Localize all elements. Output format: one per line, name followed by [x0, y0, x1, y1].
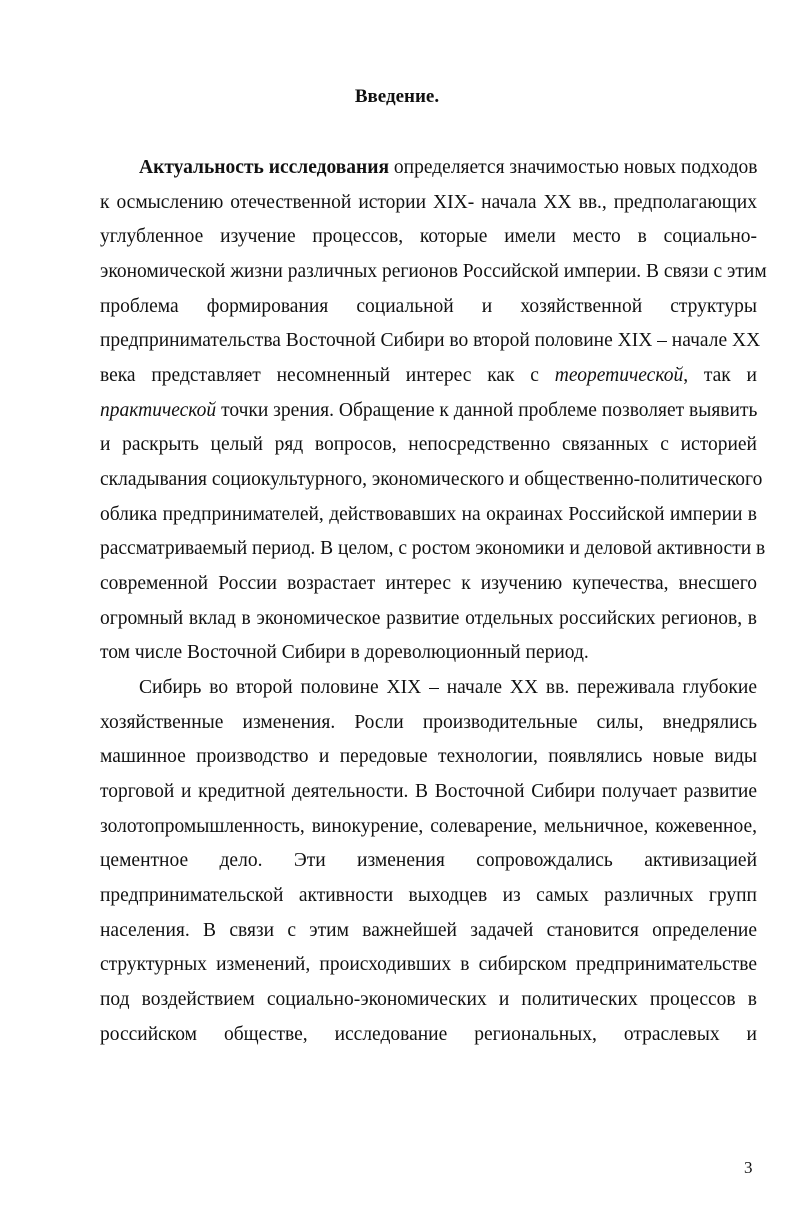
paragraph-line: хозяйственные изменения. Росли производительные силы, внедрялись — [100, 712, 757, 733]
paragraph-line: структурных изменений, происходивших в сибирском предпринимательстве — [100, 954, 757, 975]
page-number: 3 — [744, 1158, 753, 1177]
paragraph-line: рассматриваемый период. В целом, с ростом экономики и деловой активности в — [100, 538, 766, 559]
paragraph-line: современной России возрастает интерес к изучению купечества, внесшего — [100, 573, 757, 594]
paragraph-line: облика предпринимателей, действовавших на окраинах Российской империи в — [100, 504, 757, 525]
paragraph-line: экономической жизни различных регионов Российской империи. В связи с этим — [100, 261, 767, 282]
paragraph-line: российском обществе, исследование региональных, отраслевых и — [100, 1024, 757, 1045]
paragraph-line: и раскрыть целый ряд вопросов, непосредственно связанных с историей — [100, 434, 757, 455]
paragraph-line: века представляет несомненный интерес как с теоретической, так и — [100, 365, 757, 386]
italic-term: теоретической — [554, 365, 684, 386]
paragraph-line: торговой и кредитной деятельности. В Восточной Сибири получает развитие — [100, 781, 757, 802]
italic-term: практической — [100, 400, 217, 421]
paragraph-line: предпринимательства Восточной Сибири во второй половине XIX – начале XX — [100, 330, 761, 351]
paragraph-line: Сибирь во второй половине XIX – начале XX вв. переживала глубокие — [139, 677, 757, 698]
paragraph-line: населения. В связи с этим важнейшей задачей становится определение — [100, 920, 757, 941]
paragraph-line: складывания социокультурного, экономического и общественно-политического — [100, 469, 763, 490]
paragraph-line: под воздействием социально-экономических и политических процессов в — [100, 989, 757, 1010]
paragraph-line: проблема формирования социальной и хозяйственной структуры — [100, 296, 757, 317]
paragraph-line: углубленное изучение процессов, которые имели место в социально- — [100, 226, 757, 247]
paragraph-line: огромный вклад в экономическое развитие отдельных российских регионов, в — [100, 608, 757, 629]
page-title: Введение. — [354, 86, 440, 107]
paragraph-line: том числе Восточной Сибири в дореволюционный период. — [100, 642, 589, 663]
paragraph-line: Актуальность исследования определяется значимостью новых подходов — [139, 157, 758, 178]
bold-term: Актуальность исследования — [139, 157, 390, 178]
paragraph-line: предпринимательской активности выходцев из самых различных групп — [100, 885, 757, 906]
paragraph-line: цементное дело. Эти изменения сопровождались активизацией — [100, 850, 757, 871]
paragraph-line: машинное производство и передовые технологии, появлялись новые виды — [100, 746, 757, 767]
paragraph-line: к осмыслению отечественной истории XIX- начала XX вв., предполагающих — [100, 192, 757, 213]
paragraph-line: золотопромышленность, винокурение, солеварение, мельничное, кожевенное, — [100, 816, 757, 837]
paragraph-line: практической точки зрения. Обращение к данной проблеме позволяет выявить — [100, 400, 758, 421]
